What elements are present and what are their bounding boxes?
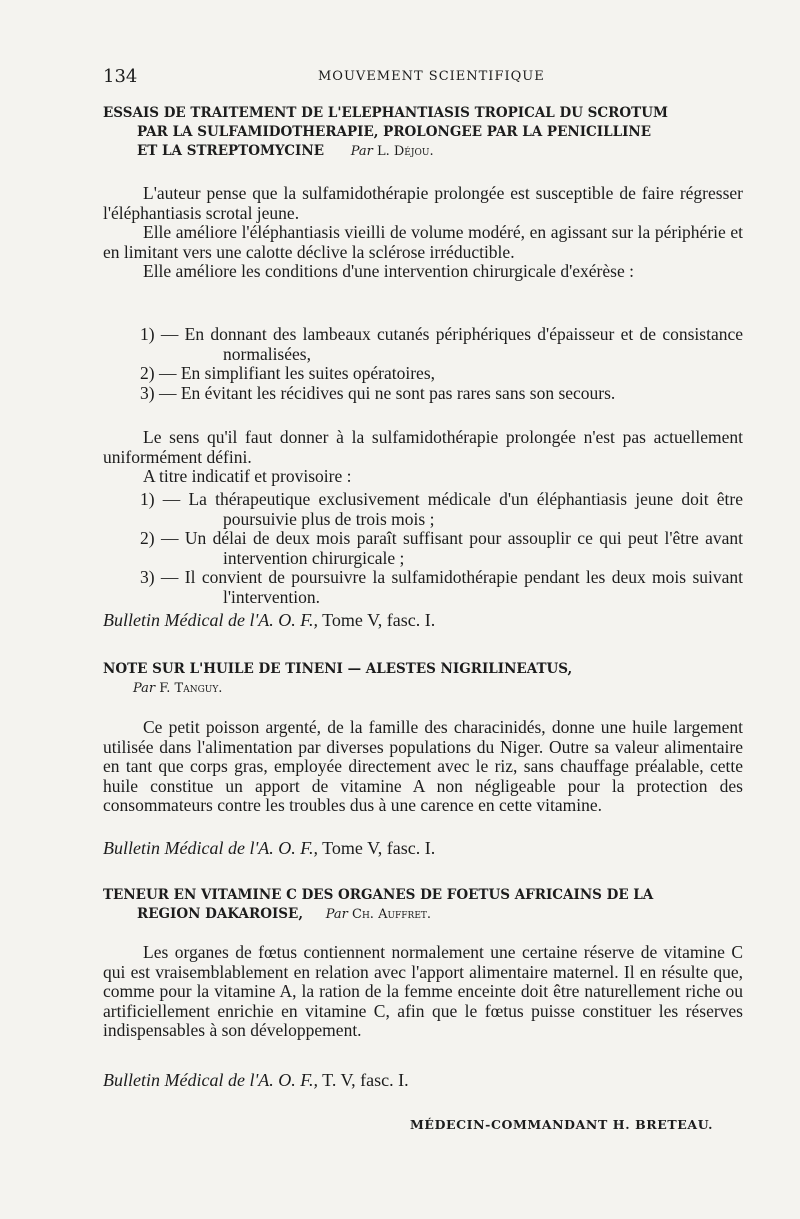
article2-source-rest: Tome V, fasc. I. — [322, 838, 436, 858]
article1-title — [103, 104, 743, 161]
article1-list1 — [140, 325, 743, 403]
article2-source — [103, 838, 435, 859]
article3-body — [103, 943, 743, 1041]
article1-title-line3 — [103, 142, 743, 161]
article3-title-line2 — [103, 905, 743, 924]
list-item: 2) — Un délai de deux mois paraît suffisant pour assouplir ce qui peut l'être avant intervention chirurgicale ; — [140, 528, 743, 568]
list-item: 1) — La thérapeutique exclusivement médicale d'un éléphantiasis jeune doit être poursuivie plus de trois mois ; — [140, 489, 743, 529]
article3-title-line2-text: REGION DAKAROISE, — [137, 906, 304, 922]
article1-title-line2: PAR LA SULFAMIDOTHERAPIE, PROLONGEE PAR LA PENICILLINE — [137, 124, 652, 140]
article3-author: Ch. Auffret. — [352, 907, 432, 922]
article2-author: F. Tanguy. — [159, 681, 223, 696]
article1-source — [103, 610, 435, 631]
list-item: 1) — En donnant des lambeaux cutanés périphériques d'épaisseur et de consistance normalisées, — [140, 324, 743, 364]
article1-body2 — [103, 428, 743, 487]
article3-source — [103, 1070, 409, 1091]
article3-byline — [326, 907, 431, 922]
list-item: 2) — En simplifiant les suites opératoires, — [140, 363, 436, 383]
article1-by: Par — [350, 144, 373, 159]
article1-list2 — [140, 490, 743, 607]
article2-byline — [103, 679, 743, 698]
list-item: 3) — Il convient de poursuivre la sulfamidothérapie pendant les deux mois suivant l'intervention. — [140, 567, 743, 607]
article3-by: Par — [325, 907, 348, 922]
article2-p1: Ce petit poisson argenté, de la famille des characinidés, donne une huile largement utilisée dans l'alimentation par diverses populations du Niger. Outre sa valeur alimentaire en tant que corps gras, employée directement avec le riz, sans chauffage préalable, cette huile constitue un apport de vitamine A non négligeable pour la protection des consommateurs contre les troubles dus à une carence en cette vitamine. — [103, 717, 743, 815]
page-number: 134 — [103, 66, 138, 87]
article1-title-line1: ESSAIS DE TRAITEMENT DE L'ELEPHANTIASIS TROPICAL DU SCROTUM — [103, 105, 668, 121]
article1-source-rest: Tome V, fasc. I. — [322, 610, 436, 630]
article2-title — [103, 660, 743, 698]
article2-by: Par — [133, 681, 156, 696]
article3-source-rest: T. V, fasc. I. — [322, 1070, 409, 1090]
author-signature: MÉDECIN-COMMANDANT H. BRETEAU. — [410, 1117, 714, 1132]
article2-byline-inner — [133, 681, 222, 696]
article2-title-text: NOTE SUR L'HUILE DE TINENI — ALESTES NIGRILINEATUS, — [103, 661, 573, 677]
article2-body — [103, 718, 743, 816]
article1-byline — [351, 144, 434, 159]
article1-p5: A titre indicatif et provisoire : — [143, 466, 352, 486]
list-item: 3) — En évitant les récidives qui ne sont pas rares sans son secours. — [140, 382, 616, 403]
article1-body — [103, 184, 743, 282]
article1-source-journal: Bulletin Médical de l'A. O. F., — [103, 610, 318, 630]
article1-p2: Elle améliore l'éléphantiasis vieilli de volume modéré, en agissant sur la périphérie et en limitant vers une calotte déclive la sclérose irréductible. — [103, 222, 743, 262]
running-title: MOUVEMENT SCIENTIFIQUE — [318, 69, 545, 84]
article2-source-journal: Bulletin Médical de l'A. O. F., — [103, 838, 318, 858]
article3-source-journal: Bulletin Médical de l'A. O. F., — [103, 1070, 318, 1090]
article1-title-line3-text: ET LA STREPTOMYCINE — [137, 143, 324, 159]
article1-p3: Elle améliore les conditions d'une intervention chirurgicale d'exérèse : — [143, 261, 634, 281]
article1-p1: L'auteur pense que la sulfamidothérapie prolongée est susceptible de faire régresser l'éléphantiasis scrotal jeune. — [103, 183, 743, 223]
article1-author: L. Déjou. — [376, 144, 434, 159]
article3-title — [103, 886, 743, 924]
article1-p4: Le sens qu'il faut donner à la sulfamidothérapie prolongée n'est pas actuellement uniformément défini. — [103, 427, 743, 467]
article3-title-line1: TENEUR EN VITAMINE C DES ORGANES DE FOETUS AFRICAINS DE LA — [103, 887, 654, 903]
article3-p1: Les organes de fœtus contiennent normalement une certaine réserve de vitamine C qui est vraisemblablement en relation avec l'apport alimentaire maternel. Il en résulte que, comme pour la vitamine A, la ration de la femme enceinte doit être naturellement riche ou artificiellement enrichie en vitamine C, afin que le fœtus puisse constituer les réserves indispensables à son développement. — [103, 942, 743, 1040]
